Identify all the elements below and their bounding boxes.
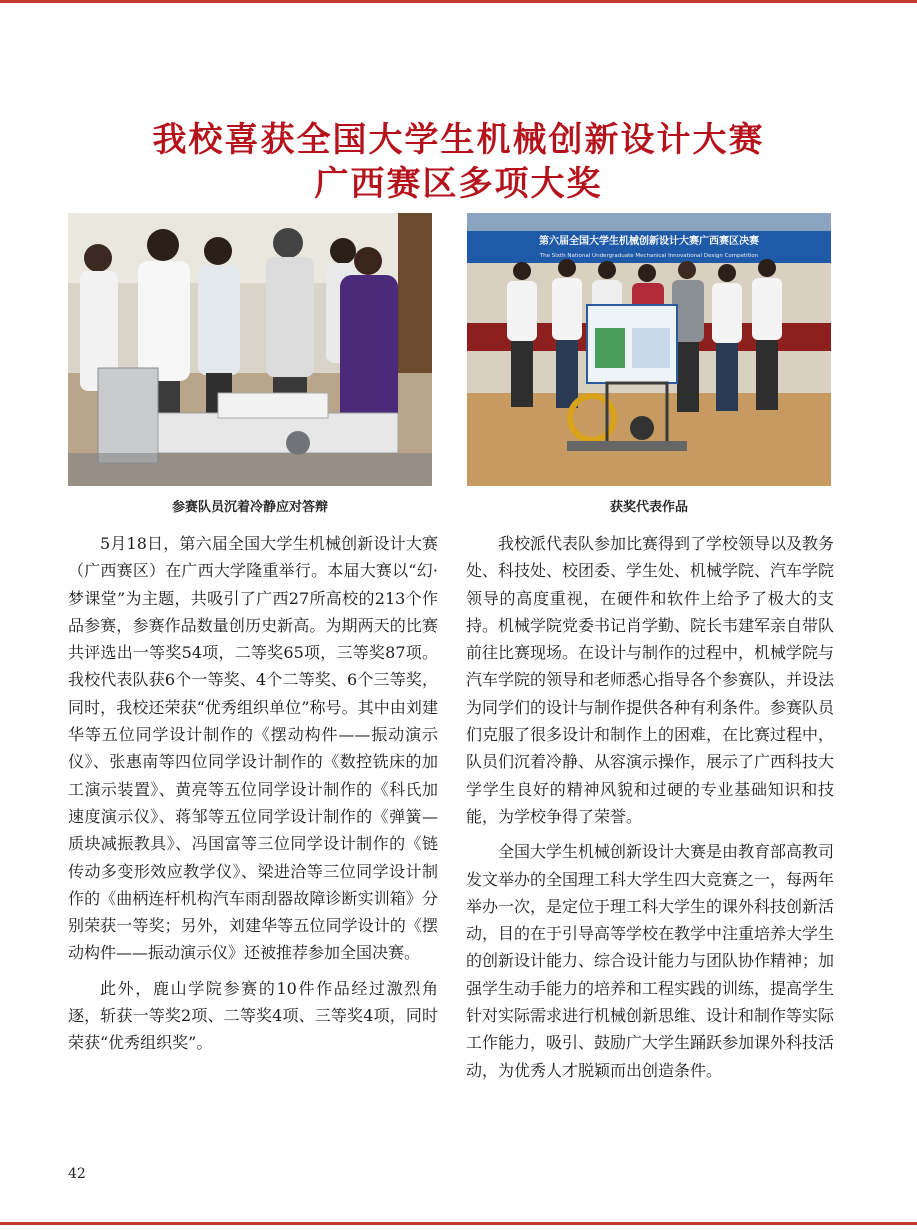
top-rule: [0, 0, 917, 3]
paragraph: 我校派代表队参加比赛得到了学校领导以及教务处、科技处、校团委、学生处、机械学院、汽车学院领导的高度重视，在硬件和软件上给予了极大的支持。机械学院党委书记肖学勤、院长韦建军亲自带队前往比赛现场。在设计与制作的过程中，机械学院与汽车学院的领导和老师悉心指导各个参赛队，并设法为同学们的设计与制作提供各种有利条件。参赛队员们克服了很多设计和制作上的困难，在比赛过程中，队员们沉着冷静、从容演示操作，展示了广西科技大学学生良好的精神风貌和过硬的专业基础知识和技能，为学校争得了荣誉。: [466, 534, 835, 826]
photo-caption-defense: 参赛队员沉着冷静应对答辩: [171, 500, 328, 515]
paragraph: 5月18日，第六届全国大学生机械创新设计大赛（广西赛区）在广西大学隆重举行。本届大赛以“幻·梦课堂”为主题，共吸引了广西27所高校的213个作品参赛，参赛作品数量创历史新高。为期两天的比赛共评选出一等奖54项，二等奖65项，三等奖87项。我校代表队获6个一等奖、4个二等奖、6个三等奖，同时，我校还荣获“优秀组织单位”称号。其中由刘建华等五位同学设计制作的《摆动构件——振动演示仪》、张惠南等四位同学设计制作的《数控铣床的加工演示装置》、黄亮等五位同学设计制作的《科氏加速度演示仪》、蒋邹等五位同学设计制作的《弹簧—质块减振教具》、冯国富等三位同学设计制作的《链传动多变形效应教学仪》、梁进洽等三位同学设计制作的《曲柄连杆机构汽车雨刮器故障诊断实训箱》分别荣获一等奖；另外，刘建华等五位同学设计的《摆动构件——振动演示仪》还被推荐参加全国决赛。: [68, 534, 438, 963]
banner-text: 第六届全国大学生机械创新设计大赛广西赛区决赛: [539, 236, 759, 247]
article-title-line-1: 我校喜获全国大学生机械创新设计大赛: [152, 120, 765, 160]
article-column-right: [466, 530, 834, 1092]
paragraph: 全国大学生机械创新设计大赛是由教育部高教司发文举办的全国理工科大学生四大竞赛之一，每两年举办一次，是定位于理工科大学生的课外科技创新活动，目的在于引导高等学校在教学中注重培养大学生的创新设计能力、综合设计能力与团队协作精神；加强学生动手能力的培养和工程实践的训练，提高学生针对实际需求进行机械创新思维、设计和制作等实际工作能力，吸引、鼓励广大学生踊跃参加课外科技活动，为优秀人才脱颖而出创造条件。: [466, 842, 835, 1080]
banner-text-en: The Sixth National Undergraduate Mechanical Innovational Design Competition: [539, 253, 759, 259]
photo-caption-award-work: 获奖代表作品: [609, 500, 688, 515]
paragraph: 此外，鹿山学院参赛的10件作品经过激烈角逐，斩获一等奖2项、二等奖4项、三等奖4项，同时荣获“优秀组织奖”。: [68, 978, 438, 1053]
bottom-rule: [0, 1222, 917, 1225]
article-column-left: [68, 530, 438, 1065]
page-number: 42: [68, 1166, 86, 1182]
photo-defense: [68, 213, 432, 486]
photo-award-work: [467, 213, 831, 486]
article-title-line-2: 广西赛区多项大奖: [314, 164, 603, 204]
